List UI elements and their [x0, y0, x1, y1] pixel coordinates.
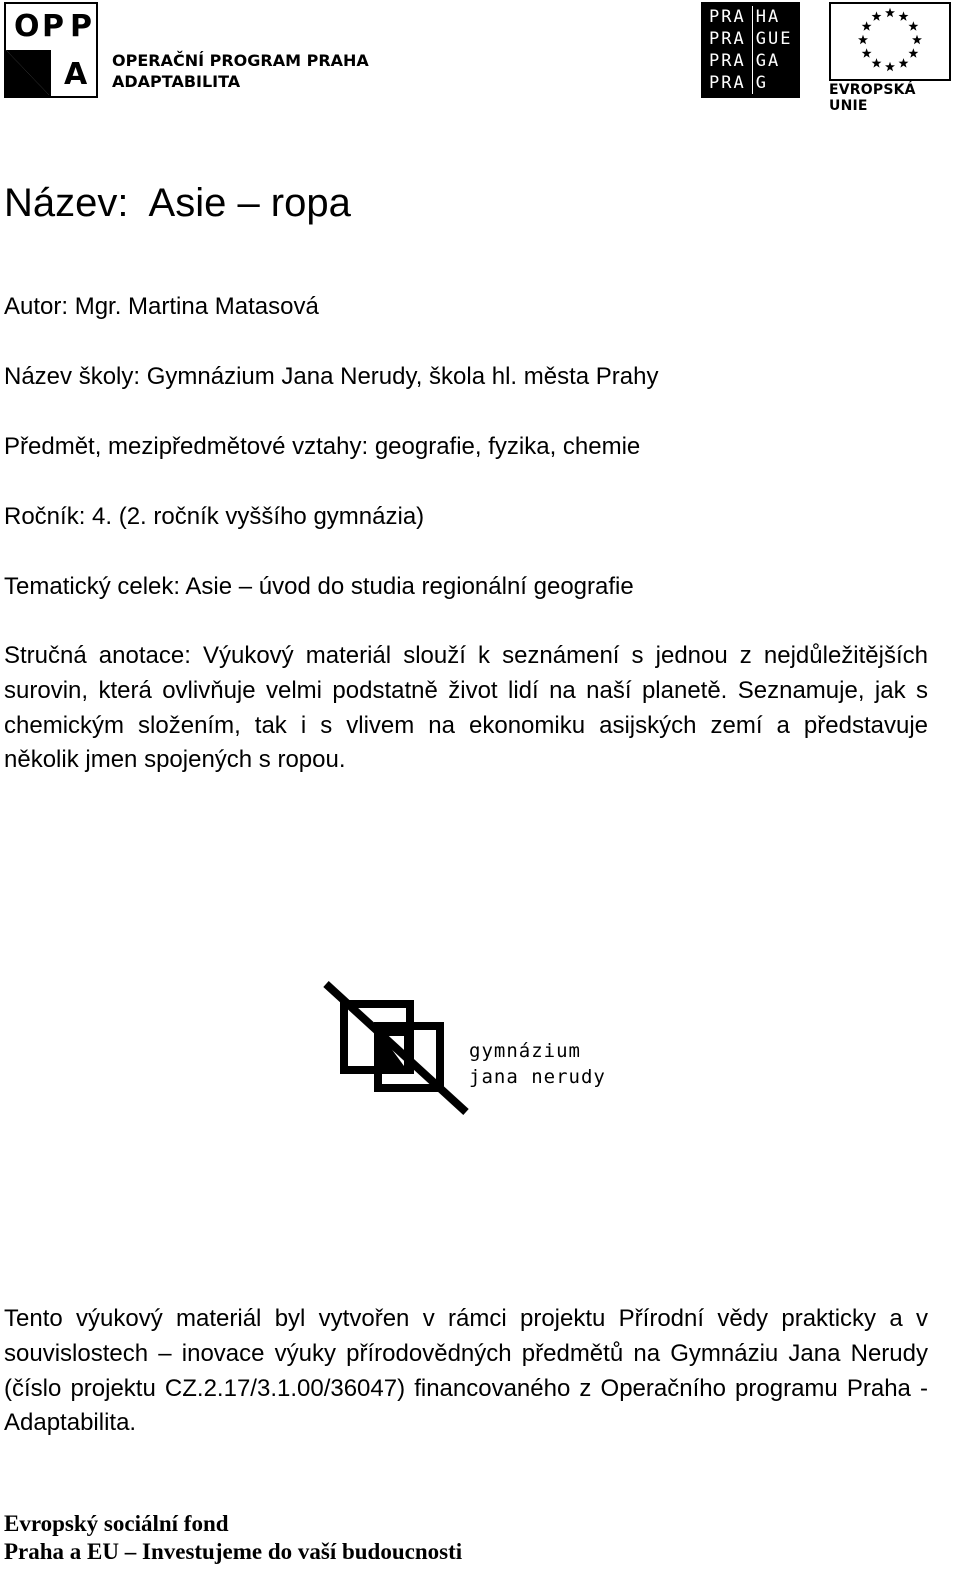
document-title: Název: Asie – ropa [4, 181, 351, 225]
oppa-line-1: OPERAČNÍ PROGRAM PRAHA [112, 51, 369, 70]
eu-star-icon [858, 35, 868, 44]
gymnazium-jana-nerudy-logo-icon [320, 978, 480, 1118]
eu-star-icon [908, 21, 918, 30]
oppa-program-name [112, 50, 369, 92]
oppa-letter-o: O [14, 9, 40, 44]
author-line: Autor: Mgr. Martina Matasová [4, 293, 319, 320]
eu-label: EVROPSKÁ UNIE [829, 82, 916, 114]
eu-star-icon [899, 58, 909, 67]
footer-line-1: Evropský sociální fond [4, 1511, 229, 1536]
project-note-paragraph: Tento výukový materiál byl vytvořen v rámci projektu Přírodní vědy prakticky a v souvislostech – inovace výuky přírodovědných předmětů na Gymnáziu Jana Nerudy (číslo projektu CZ.2.17/3.1.00/36047) financovaného z Operačního programu Praha - Adaptabilita. [4, 1305, 928, 1437]
praha-row-2-right: GUE [755, 29, 793, 49]
oppa-letter-a: A [64, 57, 88, 92]
oppa-line-2: ADAPTABILITA [112, 72, 241, 91]
eu-star-icon [872, 11, 882, 20]
unit-line: Tematický celek: Asie – úvod do studia regionální geografie [4, 573, 634, 600]
school-logo-text [469, 1038, 606, 1090]
praha-row-4-right: G [755, 73, 768, 93]
oppa-letter-p1: P [42, 9, 64, 44]
eu-star-icon [862, 48, 872, 57]
praha-row-3-left: PRA [709, 51, 746, 71]
praha-row-1-right: HA [755, 7, 781, 27]
school-line: Název školy: Gymnázium Jana Nerudy, škola hl. města Prahy [4, 363, 659, 390]
eu-star-icon [908, 48, 918, 57]
eu-star-icon [899, 11, 909, 20]
subject-line: Předmět, mezipředmětové vztahy: geografie, fyzika, chemie [4, 433, 641, 460]
oppa-logo [4, 2, 98, 98]
oppa-letter-p2: P [70, 9, 92, 44]
eu-stars-icon [831, 4, 949, 79]
praha-logo [701, 2, 800, 98]
annotation-paragraph: Stručná anotace: Výukový materiál slouží k seznámení s jednou z nejdůležitějších surovin, která ovlivňuje velmi podstatně život lidí na naší planetě. Seznamuje, jak s chemickým složením, tak i s vlivem na ekonomiku asijských zemí a představuje několik jmen spojených s ropou. [4, 642, 928, 774]
school-logo-line-2: jana nerudy [469, 1066, 606, 1088]
praha-row-3-right: GA [755, 51, 781, 71]
eu-star-icon [862, 21, 872, 30]
eu-flag-icon [829, 2, 951, 81]
praha-row-1-left: PRA [709, 7, 746, 27]
footer-line-2: Praha a EU – Investujeme do vaší budoucnosti [4, 1539, 463, 1564]
praha-row-2-left: PRA [709, 29, 746, 49]
eu-star-icon [872, 58, 882, 67]
eu-star-icon [885, 8, 895, 17]
eu-star-icon [912, 35, 922, 44]
eu-star-icon [885, 62, 895, 71]
school-logo-line-1: gymnázium [469, 1040, 581, 1062]
grade-line: Ročník: 4. (2. ročník vyššího gymnázia) [4, 503, 425, 530]
praha-row-4-left: PRA [709, 73, 746, 93]
